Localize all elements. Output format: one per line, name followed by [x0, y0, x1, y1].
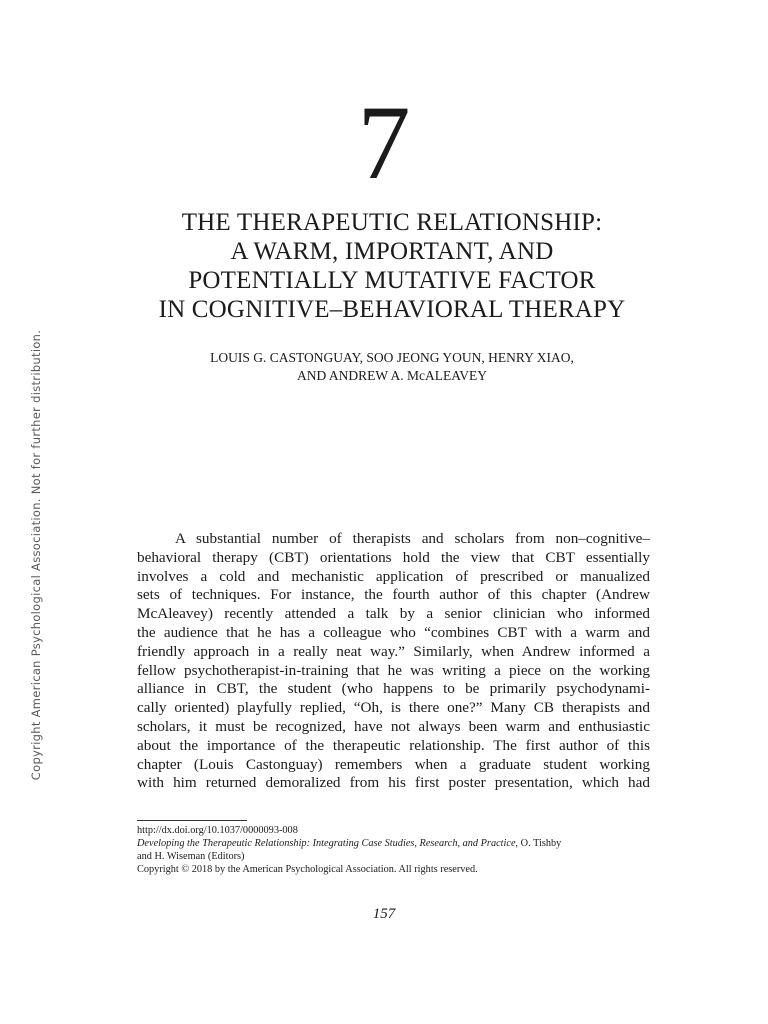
chapter-title-line: IN COGNITIVE–BEHAVIORAL THERAPY	[158, 296, 626, 323]
author-line: LOUIS G. CASTONGUAY, SOO JEONG YOUN, HENRY XIAO,	[210, 350, 574, 365]
chapter-number: 7	[357, 84, 411, 201]
book-editors: , O. Tishby	[515, 838, 562, 849]
body-line: McAleavey) recently attended a talk by a senior clinician who informed	[137, 605, 650, 623]
body-line: about the importance of the therapeutic relationship. The first author of this	[137, 736, 650, 754]
body-line: alliance in CBT, the student (who happens to be primarily psychodynami-	[137, 680, 650, 698]
body-line: chapter (Louis Castonguay) remembers when a graduate student working	[137, 755, 650, 773]
body-line: with him returned demoralized from his first poster presentation, which had	[137, 774, 650, 792]
chapter-authors	[100, 349, 684, 385]
footnote-divider	[137, 820, 247, 821]
copyright-side-notice: Copyright American Psychological Association. Not for further distribution.	[29, 329, 43, 781]
book-title: Developing the Therapeutic Relationship: Integrating Case Studies, Research, and Practice	[137, 838, 516, 849]
body-line: sets of techniques. For instance, the fourth author of this chapter (Andrew	[137, 586, 650, 604]
body-line: behavioral therapy (CBT) orientations hold the view that CBT essentially	[137, 548, 650, 566]
body-line: the audience that he has a colleague who “combines CBT with a warm and	[137, 623, 650, 641]
body-line: A substantial number of therapists and scholars from non–cognitive–	[175, 530, 650, 547]
body-line: friendly approach in a really neat way.” Similarly, when Andrew informed a	[137, 642, 650, 660]
book-editors-continued: and H. Wiseman (Editors)	[137, 851, 245, 862]
book-citation	[137, 837, 650, 850]
chapter-title	[100, 208, 684, 324]
body-paragraph	[137, 530, 650, 793]
footnotes	[137, 824, 650, 876]
doi-link[interactable]: http://dx.doi.org/10.1037/0000093-008	[137, 825, 298, 836]
page-number: 157	[372, 906, 396, 922]
chapter-title-line: THE THERAPEUTIC RELATIONSHIP:	[181, 209, 603, 236]
body-line: fellow psychotherapist-in-training that he was writing a piece on the working	[137, 661, 650, 679]
chapter-title-line: A WARM, IMPORTANT, AND	[230, 238, 554, 265]
copyright-line: Copyright © 2018 by the American Psychological Association. All rights reserved.	[137, 864, 478, 875]
body-line: involves a cold and mechanistic application of prescribed or manualized	[137, 567, 650, 585]
author-line: AND ANDREW A. McALEAVEY	[297, 368, 487, 383]
chapter-title-line: POTENTIALLY MUTATIVE FACTOR	[188, 267, 596, 294]
body-line: scholars, it must be recognized, have not always been warm and enthusiastic	[137, 717, 650, 735]
body-line: cally oriented) playfully replied, “Oh, is there one?” Many CB therapists and	[137, 699, 650, 717]
